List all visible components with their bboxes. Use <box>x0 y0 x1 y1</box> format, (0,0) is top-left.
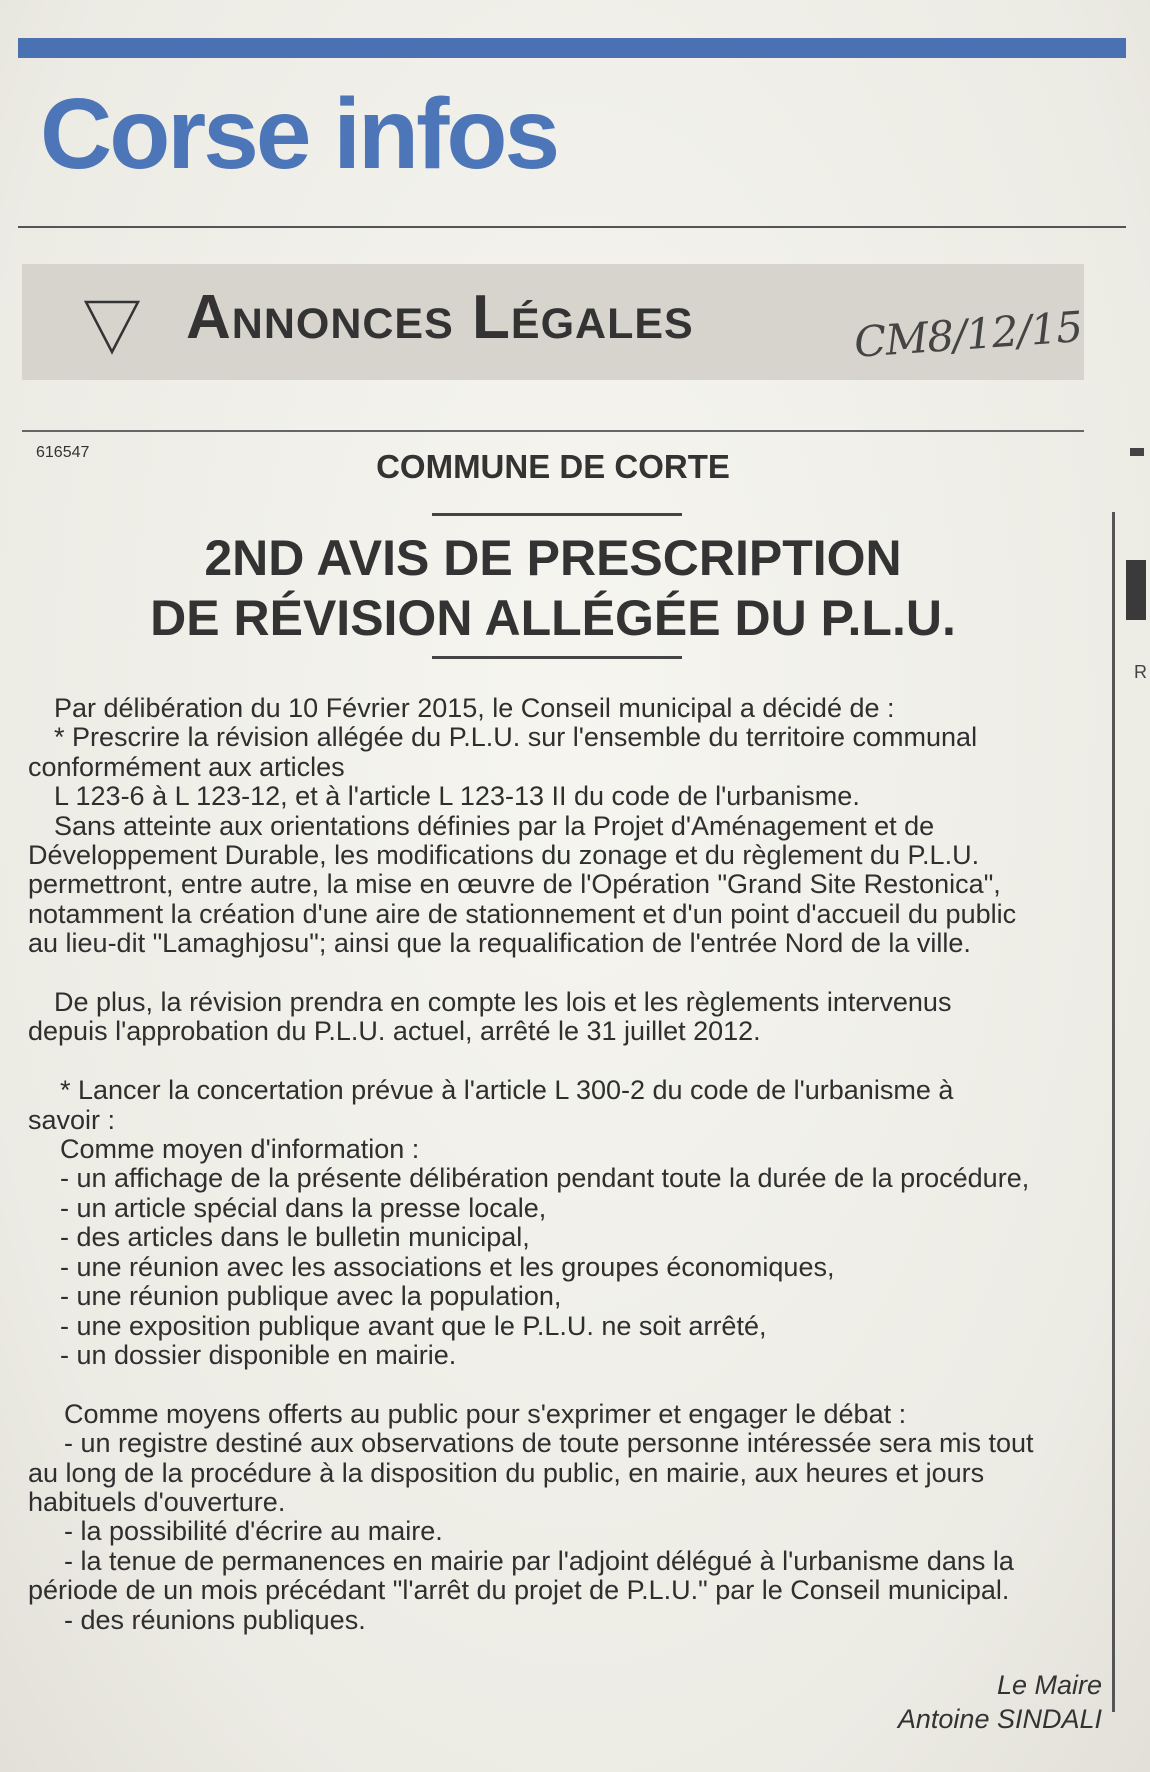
list-item: - une exposition publique avant que le P.L.U. ne soit arrêté, <box>60 1310 767 1341</box>
body-line: permettront, entre autre, la mise en œuvre de l'Opération "Grand Site Restonica", <box>28 869 1001 900</box>
column-rule <box>1112 512 1115 1712</box>
list-item: - des réunions publiques. <box>64 1604 366 1635</box>
notice-headline <box>0 528 1106 648</box>
reference-number: 616547 <box>36 444 90 461</box>
notice-body <box>28 694 1104 1635</box>
section-title: Annonces Légales <box>186 283 694 352</box>
body-line: habituels d'ouverture. <box>28 1486 286 1517</box>
list-item: - un article spécial dans la presse locale, <box>60 1192 547 1223</box>
body-line: notamment la création d'une aire de stationnement et d'un point d'accueil du public <box>28 898 1017 929</box>
list-item: - une réunion avec les associations et les groupes économiques, <box>60 1251 835 1282</box>
body-line: savoir : <box>28 1104 116 1135</box>
body-line: période de un mois précédant "l'arrêt du projet de P.L.U." par le Conseil municipal. <box>28 1575 1010 1606</box>
column-mark <box>1130 448 1144 456</box>
triangle-down-icon <box>82 296 142 356</box>
divider-top <box>432 513 682 516</box>
signature-name: Antoine SINDALI <box>897 1704 1102 1734</box>
body-line: Comme moyens offerts au public pour s'exprimer et engager le débat : <box>64 1398 907 1429</box>
body-line: * Prescrire la révision allégée du P.L.U. sur l'ensemble du territoire communal <box>54 722 978 753</box>
commune-title: COMMUNE DE CORTE <box>376 448 730 485</box>
column-mark <box>1126 560 1146 620</box>
headline-line-1: 2ND AVIS DE PRESCRIPTION <box>204 530 902 586</box>
signature-title: Le Maire <box>996 1670 1102 1700</box>
body-line: au long de la procédure à la disposition du public, en mairie, aux heures et jours <box>28 1457 985 1488</box>
section-rule <box>22 430 1084 432</box>
body-line: conformément aux articles <box>28 751 345 782</box>
body-line: Sans atteinte aux orientations définies par la Projet d'Aménagement et de <box>54 810 935 841</box>
list-item: - une réunion publique avec la population, <box>60 1281 562 1312</box>
body-line: Développement Durable, les modifications du zonage et du règlement du P.L.U. <box>28 840 980 871</box>
divider-bottom <box>432 656 682 659</box>
margin-letter: R <box>1134 662 1147 682</box>
body-line: L 123-6 à L 123-12, et à l'article L 123-13 II du code de l'urbanisme. <box>54 781 860 812</box>
body-line: Par délibération du 10 Février 2015, le Conseil municipal a décidé de : <box>54 693 895 723</box>
body-line: au lieu-dit "Lamaghjosu"; ainsi que la requalification de l'entrée Nord de la ville. <box>28 928 971 959</box>
headline-line-2: DE RÉVISION ALLÉGÉE DU P.L.U. <box>150 590 956 646</box>
list-item: - la possibilité d'écrire au maire. <box>64 1516 443 1547</box>
masthead-rule <box>18 226 1126 228</box>
body-line: De plus, la révision prendra en compte les lois et les règlements intervenus <box>54 987 952 1018</box>
list-item: - la tenue de permanences en mairie par l'adjoint délégué à l'urbanisme dans la <box>64 1545 1014 1576</box>
masthead-brand: Corse infos <box>40 78 558 190</box>
body-line: * Lancer la concertation prévue à l'article L 300-2 du code de l'urbanisme à <box>60 1075 954 1106</box>
list-item: - un affichage de la présente délibération pendant toute la durée de la procédure, <box>60 1163 1030 1194</box>
list-item: - un registre destiné aux observations de toute personne intéressée sera mis tout <box>64 1428 1034 1459</box>
handwritten-note: CM8/12/15 <box>852 302 1084 367</box>
list-item: - des articles dans le bulletin municipal, <box>60 1222 530 1253</box>
signature-block <box>898 1668 1102 1736</box>
masthead-bar <box>18 38 1126 58</box>
list-item: - un dossier disponible en mairie. <box>60 1339 457 1370</box>
body-line: Comme moyen d'information : <box>60 1134 420 1165</box>
body-line: depuis l'approbation du P.L.U. actuel, arrêté le 31 juillet 2012. <box>28 1016 761 1047</box>
